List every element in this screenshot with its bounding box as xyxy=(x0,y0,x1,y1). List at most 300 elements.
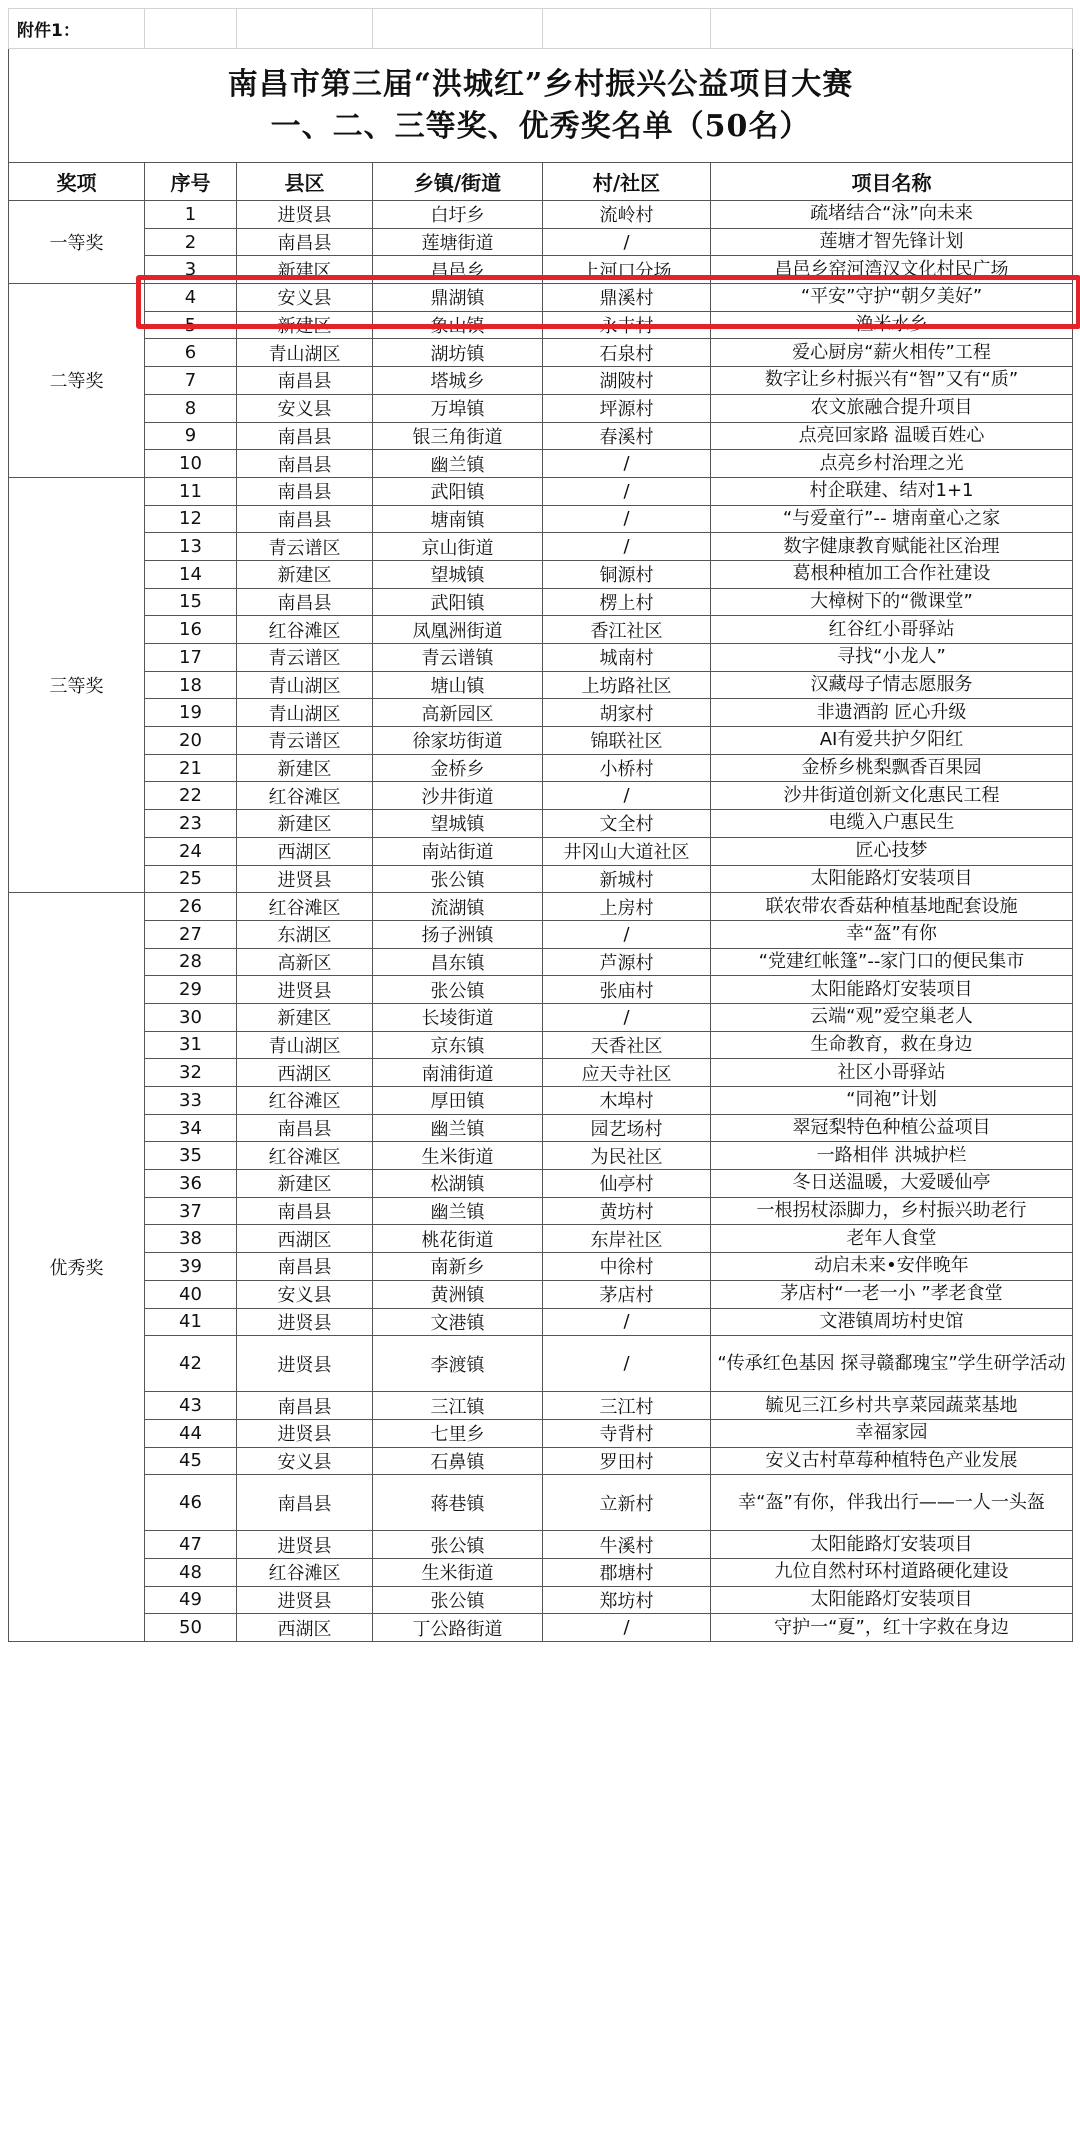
table-row xyxy=(9,588,1073,616)
cell-project: 汉藏母子情志愿服务 xyxy=(711,671,1073,699)
cell-village: 鼎溪村 xyxy=(543,284,711,312)
table-row xyxy=(9,782,1073,810)
cell-county: 南昌县 xyxy=(237,1392,373,1420)
table-row xyxy=(9,1308,1073,1336)
cell-project: 爱心厨房“薪火相传”工程 xyxy=(711,339,1073,367)
cell-no: 34 xyxy=(145,1114,237,1142)
cell-no: 22 xyxy=(145,782,237,810)
cell-project: 数字让乡村振兴有“智”又有“质” xyxy=(711,367,1073,395)
cell-no: 39 xyxy=(145,1253,237,1281)
cell-no: 44 xyxy=(145,1419,237,1447)
cell-project: 匠心技梦 xyxy=(711,837,1073,865)
table-row xyxy=(9,837,1073,865)
cell-no: 17 xyxy=(145,644,237,672)
cell-village: 文全村 xyxy=(543,810,711,838)
cell-project: 太阳能路灯安装项目 xyxy=(711,865,1073,893)
column-header-town: 乡镇/街道 xyxy=(373,163,543,201)
cell-town: 李渡镇 xyxy=(373,1336,543,1392)
cell-village: / xyxy=(543,450,711,478)
cell-no: 31 xyxy=(145,1031,237,1059)
cell-no: 16 xyxy=(145,616,237,644)
cell-county: 青山湖区 xyxy=(237,699,373,727)
grid-cell xyxy=(373,9,543,49)
cell-village: 锦联社区 xyxy=(543,727,711,755)
cell-no: 43 xyxy=(145,1392,237,1420)
cell-county: 进贤县 xyxy=(237,201,373,229)
cell-no: 7 xyxy=(145,367,237,395)
cell-village: / xyxy=(543,920,711,948)
cell-no: 32 xyxy=(145,1059,237,1087)
cell-project: 大樟树下的“微课堂” xyxy=(711,588,1073,616)
table-row xyxy=(9,616,1073,644)
cell-project: 渔米水乡 xyxy=(711,311,1073,339)
cell-village: 铜源村 xyxy=(543,560,711,588)
cell-county: 红谷滩区 xyxy=(237,1087,373,1115)
cell-town: 凤凰洲街道 xyxy=(373,616,543,644)
cell-county: 新建区 xyxy=(237,754,373,782)
cell-no: 50 xyxy=(145,1614,237,1642)
grid-cell xyxy=(145,9,237,49)
table-row xyxy=(9,1447,1073,1475)
cell-no: 1 xyxy=(145,201,237,229)
cell-village: / xyxy=(543,533,711,561)
cell-village: 为民社区 xyxy=(543,1142,711,1170)
table-row xyxy=(9,810,1073,838)
cell-no: 40 xyxy=(145,1280,237,1308)
cell-village: 城南村 xyxy=(543,644,711,672)
cell-no: 20 xyxy=(145,727,237,755)
table-row xyxy=(9,1558,1073,1586)
cell-town: 三江镇 xyxy=(373,1392,543,1420)
cell-no: 3 xyxy=(145,256,237,284)
cell-project: 村企联建、结对1+1 xyxy=(711,477,1073,505)
cell-county: 青云谱区 xyxy=(237,533,373,561)
cell-village: 牛溪村 xyxy=(543,1531,711,1559)
cell-project: 冬日送温暖，大爱暖仙亭 xyxy=(711,1170,1073,1198)
table-row xyxy=(9,339,1073,367)
cell-no: 49 xyxy=(145,1586,237,1614)
cell-village: 新城村 xyxy=(543,865,711,893)
cell-project: 茅店村“一老一小 ”孝老食堂 xyxy=(711,1280,1073,1308)
cell-village: 楞上村 xyxy=(543,588,711,616)
cell-project: 莲塘才智先锋计划 xyxy=(711,228,1073,256)
cell-county: 新建区 xyxy=(237,1170,373,1198)
cell-no: 35 xyxy=(145,1142,237,1170)
cell-project: 翠冠梨特色种植公益项目 xyxy=(711,1114,1073,1142)
cell-town: 蒋巷镇 xyxy=(373,1475,543,1531)
award-table xyxy=(8,8,1073,1642)
table-row xyxy=(9,1336,1073,1392)
cell-village: 罗田村 xyxy=(543,1447,711,1475)
cell-county: 青山湖区 xyxy=(237,671,373,699)
grid-cell xyxy=(237,9,373,49)
cell-project: “平安”守护“朝夕美好” xyxy=(711,284,1073,312)
cell-town: 白圩乡 xyxy=(373,201,543,229)
cell-county: 南昌县 xyxy=(237,1114,373,1142)
cell-village: 郑坊村 xyxy=(543,1586,711,1614)
cell-project: “党建红帐篷”--家门口的便民集市 xyxy=(711,948,1073,976)
table-row xyxy=(9,1197,1073,1225)
cell-town: 松湖镇 xyxy=(373,1170,543,1198)
cell-village: 胡家村 xyxy=(543,699,711,727)
cell-project: 一路相伴 洪城护栏 xyxy=(711,1142,1073,1170)
cell-town: 莲塘街道 xyxy=(373,228,543,256)
cell-county: 红谷滩区 xyxy=(237,782,373,810)
cell-town: 张公镇 xyxy=(373,865,543,893)
cell-county: 西湖区 xyxy=(237,1225,373,1253)
award-category: 一等奖 xyxy=(9,201,145,284)
cell-no: 2 xyxy=(145,228,237,256)
cell-town: 长堎街道 xyxy=(373,1003,543,1031)
cell-county: 青山湖区 xyxy=(237,339,373,367)
award-list-sheet xyxy=(8,8,1072,1642)
cell-no: 28 xyxy=(145,948,237,976)
cell-town: 生米街道 xyxy=(373,1142,543,1170)
cell-village: 天香社区 xyxy=(543,1031,711,1059)
award-category: 三等奖 xyxy=(9,477,145,892)
cell-county: 南昌县 xyxy=(237,1475,373,1531)
cell-town: 幽兰镇 xyxy=(373,1114,543,1142)
cell-project: 金桥乡桃梨飘香百果园 xyxy=(711,754,1073,782)
cell-no: 10 xyxy=(145,450,237,478)
cell-town: 桃花街道 xyxy=(373,1225,543,1253)
column-header-village: 村/社区 xyxy=(543,163,711,201)
cell-town: 金桥乡 xyxy=(373,754,543,782)
cell-town: 南新乡 xyxy=(373,1253,543,1281)
cell-town: 湖坊镇 xyxy=(373,339,543,367)
cell-town: 徐家坊街道 xyxy=(373,727,543,755)
cell-no: 29 xyxy=(145,976,237,1004)
title-cell xyxy=(9,49,1073,163)
cell-no: 24 xyxy=(145,837,237,865)
table-row xyxy=(9,1614,1073,1642)
cell-county: 进贤县 xyxy=(237,1308,373,1336)
cell-village: 流岭村 xyxy=(543,201,711,229)
cell-county: 新建区 xyxy=(237,311,373,339)
cell-project: 毓见三江乡村共享菜园蔬菜基地 xyxy=(711,1392,1073,1420)
cell-project: 社区小哥驿站 xyxy=(711,1059,1073,1087)
cell-village: 小桥村 xyxy=(543,754,711,782)
cell-town: 沙井街道 xyxy=(373,782,543,810)
cell-town: 张公镇 xyxy=(373,976,543,1004)
cell-county: 南昌县 xyxy=(237,477,373,505)
table-row xyxy=(9,228,1073,256)
cell-county: 进贤县 xyxy=(237,865,373,893)
table-row xyxy=(9,671,1073,699)
cell-project: 寻找“小龙人” xyxy=(711,644,1073,672)
cell-village: 石泉村 xyxy=(543,339,711,367)
cell-village: / xyxy=(543,1003,711,1031)
cell-town: 塘南镇 xyxy=(373,505,543,533)
table-row xyxy=(9,727,1073,755)
table-row xyxy=(9,284,1073,312)
cell-county: 青山湖区 xyxy=(237,1031,373,1059)
cell-county: 南昌县 xyxy=(237,1197,373,1225)
cell-county: 安义县 xyxy=(237,284,373,312)
table-row xyxy=(9,976,1073,1004)
attachment-label: 附件1： xyxy=(9,9,145,49)
cell-no: 5 xyxy=(145,311,237,339)
cell-town: 厚田镇 xyxy=(373,1087,543,1115)
cell-county: 新建区 xyxy=(237,256,373,284)
table-row xyxy=(9,1059,1073,1087)
cell-county: 西湖区 xyxy=(237,1059,373,1087)
cell-town: 武阳镇 xyxy=(373,588,543,616)
cell-town: 七里乡 xyxy=(373,1419,543,1447)
cell-county: 新建区 xyxy=(237,560,373,588)
table-row xyxy=(9,893,1073,921)
table-row xyxy=(9,1586,1073,1614)
cell-project: “与爱童行”-- 塘南童心之家 xyxy=(711,505,1073,533)
cell-county: 南昌县 xyxy=(237,1253,373,1281)
cell-project: 葛根种植加工合作社建设 xyxy=(711,560,1073,588)
grid-cell xyxy=(543,9,711,49)
cell-project: 动启未来•安伴晚年 xyxy=(711,1253,1073,1281)
cell-no: 25 xyxy=(145,865,237,893)
table-row xyxy=(9,948,1073,976)
cell-county: 南昌县 xyxy=(237,422,373,450)
cell-project: 联农带农香菇种植基地配套设施 xyxy=(711,893,1073,921)
cell-no: 12 xyxy=(145,505,237,533)
cell-project: 安义古村草莓种植特色产业发展 xyxy=(711,1447,1073,1475)
table-row xyxy=(9,1392,1073,1420)
table-row xyxy=(9,1114,1073,1142)
cell-county: 西湖区 xyxy=(237,1614,373,1642)
cell-no: 18 xyxy=(145,671,237,699)
cell-town: 望城镇 xyxy=(373,560,543,588)
cell-town: 流湖镇 xyxy=(373,893,543,921)
cell-village: / xyxy=(543,1336,711,1392)
cell-county: 南昌县 xyxy=(237,588,373,616)
column-header-no: 序号 xyxy=(145,163,237,201)
cell-village: 湖陂村 xyxy=(543,367,711,395)
cell-town: 万埠镇 xyxy=(373,394,543,422)
cell-village: 东岸社区 xyxy=(543,1225,711,1253)
cell-project: 云端“观”爱空巢老人 xyxy=(711,1003,1073,1031)
cell-no: 13 xyxy=(145,533,237,561)
cell-no: 30 xyxy=(145,1003,237,1031)
cell-county: 南昌县 xyxy=(237,450,373,478)
cell-no: 47 xyxy=(145,1531,237,1559)
cell-village: / xyxy=(543,228,711,256)
cell-project: 昌邑乡窑河湾汉文化村民广场 xyxy=(711,256,1073,284)
cell-no: 37 xyxy=(145,1197,237,1225)
table-row xyxy=(9,505,1073,533)
table-row xyxy=(9,1280,1073,1308)
cell-village: / xyxy=(543,477,711,505)
cell-project: 太阳能路灯安装项目 xyxy=(711,1531,1073,1559)
cell-town: 黄洲镇 xyxy=(373,1280,543,1308)
cell-county: 进贤县 xyxy=(237,1419,373,1447)
cell-project: 老年人食堂 xyxy=(711,1225,1073,1253)
table-row xyxy=(9,699,1073,727)
cell-village: 立新村 xyxy=(543,1475,711,1531)
cell-town: 青云谱镇 xyxy=(373,644,543,672)
cell-no: 36 xyxy=(145,1170,237,1198)
cell-project: 农文旅融合提升项目 xyxy=(711,394,1073,422)
cell-village: / xyxy=(543,782,711,810)
cell-project: 幸“盔”有你，伴我出行——一人一头盔 xyxy=(711,1475,1073,1531)
cell-project: 红谷红小哥驿站 xyxy=(711,616,1073,644)
table-row xyxy=(9,1225,1073,1253)
cell-county: 新建区 xyxy=(237,810,373,838)
cell-village: 春溪村 xyxy=(543,422,711,450)
cell-county: 进贤县 xyxy=(237,1336,373,1392)
cell-county: 进贤县 xyxy=(237,1531,373,1559)
cell-county: 红谷滩区 xyxy=(237,616,373,644)
cell-village: 黄坊村 xyxy=(543,1197,711,1225)
cell-town: 昌东镇 xyxy=(373,948,543,976)
cell-town: 银三角街道 xyxy=(373,422,543,450)
cell-project: 一根拐杖添脚力，乡村振兴助老行 xyxy=(711,1197,1073,1225)
cell-village: / xyxy=(543,1308,711,1336)
cell-project: 守护一“夏”，红十字救在身边 xyxy=(711,1614,1073,1642)
cell-no: 6 xyxy=(145,339,237,367)
cell-no: 21 xyxy=(145,754,237,782)
cell-village: 中徐村 xyxy=(543,1253,711,1281)
cell-town: 望城镇 xyxy=(373,810,543,838)
table-row xyxy=(9,560,1073,588)
cell-no: 41 xyxy=(145,1308,237,1336)
table-row xyxy=(9,477,1073,505)
cell-village: 郡塘村 xyxy=(543,1558,711,1586)
cell-village: 木埠村 xyxy=(543,1087,711,1115)
cell-no: 38 xyxy=(145,1225,237,1253)
cell-village: 张庙村 xyxy=(543,976,711,1004)
cell-project: 太阳能路灯安装项目 xyxy=(711,976,1073,1004)
cell-county: 新建区 xyxy=(237,1003,373,1031)
table-row xyxy=(9,754,1073,782)
cell-county: 南昌县 xyxy=(237,367,373,395)
cell-project: “传承红色基因 探寻赣鄱瑰宝”学生研学活动 xyxy=(711,1336,1073,1392)
cell-no: 27 xyxy=(145,920,237,948)
cell-county: 进贤县 xyxy=(237,1586,373,1614)
cell-town: 鼎湖镇 xyxy=(373,284,543,312)
cell-no: 48 xyxy=(145,1558,237,1586)
cell-no: 11 xyxy=(145,477,237,505)
cell-no: 9 xyxy=(145,422,237,450)
cell-town: 幽兰镇 xyxy=(373,450,543,478)
cell-project: 数字健康教育赋能社区治理 xyxy=(711,533,1073,561)
cell-project: 九位自然村环村道路硬化建设 xyxy=(711,1558,1073,1586)
cell-county: 青云谱区 xyxy=(237,644,373,672)
cell-town: 高新园区 xyxy=(373,699,543,727)
cell-village: / xyxy=(543,1614,711,1642)
cell-town: 丁公路街道 xyxy=(373,1614,543,1642)
cell-project: 文港镇周坊村史馆 xyxy=(711,1308,1073,1336)
award-category: 优秀奖 xyxy=(9,893,145,1642)
table-row xyxy=(9,1170,1073,1198)
award-category: 二等奖 xyxy=(9,284,145,478)
cell-village: 园艺场村 xyxy=(543,1114,711,1142)
cell-no: 42 xyxy=(145,1336,237,1392)
table-row xyxy=(9,865,1073,893)
title-row xyxy=(9,49,1073,163)
cell-town: 石鼻镇 xyxy=(373,1447,543,1475)
cell-town: 京山街道 xyxy=(373,533,543,561)
cell-county: 红谷滩区 xyxy=(237,893,373,921)
table-row xyxy=(9,1003,1073,1031)
cell-project: “同袍”计划 xyxy=(711,1087,1073,1115)
cell-village: 三江村 xyxy=(543,1392,711,1420)
cell-project: 沙井街道创新文化惠民工程 xyxy=(711,782,1073,810)
cell-county: 安义县 xyxy=(237,1447,373,1475)
cell-village: 香江社区 xyxy=(543,616,711,644)
cell-project: 电缆入户惠民生 xyxy=(711,810,1073,838)
cell-no: 15 xyxy=(145,588,237,616)
cell-town: 武阳镇 xyxy=(373,477,543,505)
cell-project: 幸“盔”有你 xyxy=(711,920,1073,948)
table-row xyxy=(9,201,1073,229)
cell-county: 红谷滩区 xyxy=(237,1558,373,1586)
cell-county: 西湖区 xyxy=(237,837,373,865)
cell-project: 太阳能路灯安装项目 xyxy=(711,1586,1073,1614)
table-row xyxy=(9,1419,1073,1447)
cell-no: 19 xyxy=(145,699,237,727)
cell-no: 33 xyxy=(145,1087,237,1115)
cell-town: 生米街道 xyxy=(373,1558,543,1586)
table-row xyxy=(9,450,1073,478)
cell-project: 幸福家园 xyxy=(711,1419,1073,1447)
table-row xyxy=(9,644,1073,672)
cell-project: 点亮回家路 温暖百姓心 xyxy=(711,422,1073,450)
cell-village: 茅店村 xyxy=(543,1280,711,1308)
cell-town: 扬子洲镇 xyxy=(373,920,543,948)
table-row xyxy=(9,1531,1073,1559)
cell-village: 永丰村 xyxy=(543,311,711,339)
cell-project: 疏堵结合“泳”向未来 xyxy=(711,201,1073,229)
table-row xyxy=(9,1087,1073,1115)
table-row xyxy=(9,422,1073,450)
cell-no: 23 xyxy=(145,810,237,838)
cell-no: 26 xyxy=(145,893,237,921)
header-row xyxy=(9,163,1073,201)
cell-town: 幽兰镇 xyxy=(373,1197,543,1225)
cell-village: 芦源村 xyxy=(543,948,711,976)
cell-village: 应天寺社区 xyxy=(543,1059,711,1087)
cell-county: 青云谱区 xyxy=(237,727,373,755)
cell-village: 井冈山大道社区 xyxy=(543,837,711,865)
table-row xyxy=(9,1031,1073,1059)
cell-town: 象山镇 xyxy=(373,311,543,339)
page-subtitle: 一、二、三等奖、优秀奖名单（50名） xyxy=(270,108,811,144)
cell-project: 非遗酒韵 匠心升级 xyxy=(711,699,1073,727)
cell-town: 南浦街道 xyxy=(373,1059,543,1087)
cell-town: 昌邑乡 xyxy=(373,256,543,284)
cell-village: 寺背村 xyxy=(543,1419,711,1447)
cell-town: 文港镇 xyxy=(373,1308,543,1336)
cell-county: 高新区 xyxy=(237,948,373,976)
table-row xyxy=(9,1142,1073,1170)
cell-county: 安义县 xyxy=(237,394,373,422)
table-row xyxy=(9,1253,1073,1281)
column-header-county: 县区 xyxy=(237,163,373,201)
cell-county: 进贤县 xyxy=(237,976,373,1004)
table-row xyxy=(9,311,1073,339)
attachment-row xyxy=(9,9,1073,49)
cell-town: 张公镇 xyxy=(373,1586,543,1614)
table-row xyxy=(9,367,1073,395)
cell-village: 仙亭村 xyxy=(543,1170,711,1198)
cell-county: 红谷滩区 xyxy=(237,1142,373,1170)
cell-no: 46 xyxy=(145,1475,237,1531)
cell-town: 京东镇 xyxy=(373,1031,543,1059)
cell-no: 4 xyxy=(145,284,237,312)
table-row xyxy=(9,256,1073,284)
grid-cell xyxy=(711,9,1073,49)
page-title: 南昌市第三届“洪城红”乡村振兴公益项目大赛 xyxy=(227,66,854,102)
cell-town: 南站街道 xyxy=(373,837,543,865)
